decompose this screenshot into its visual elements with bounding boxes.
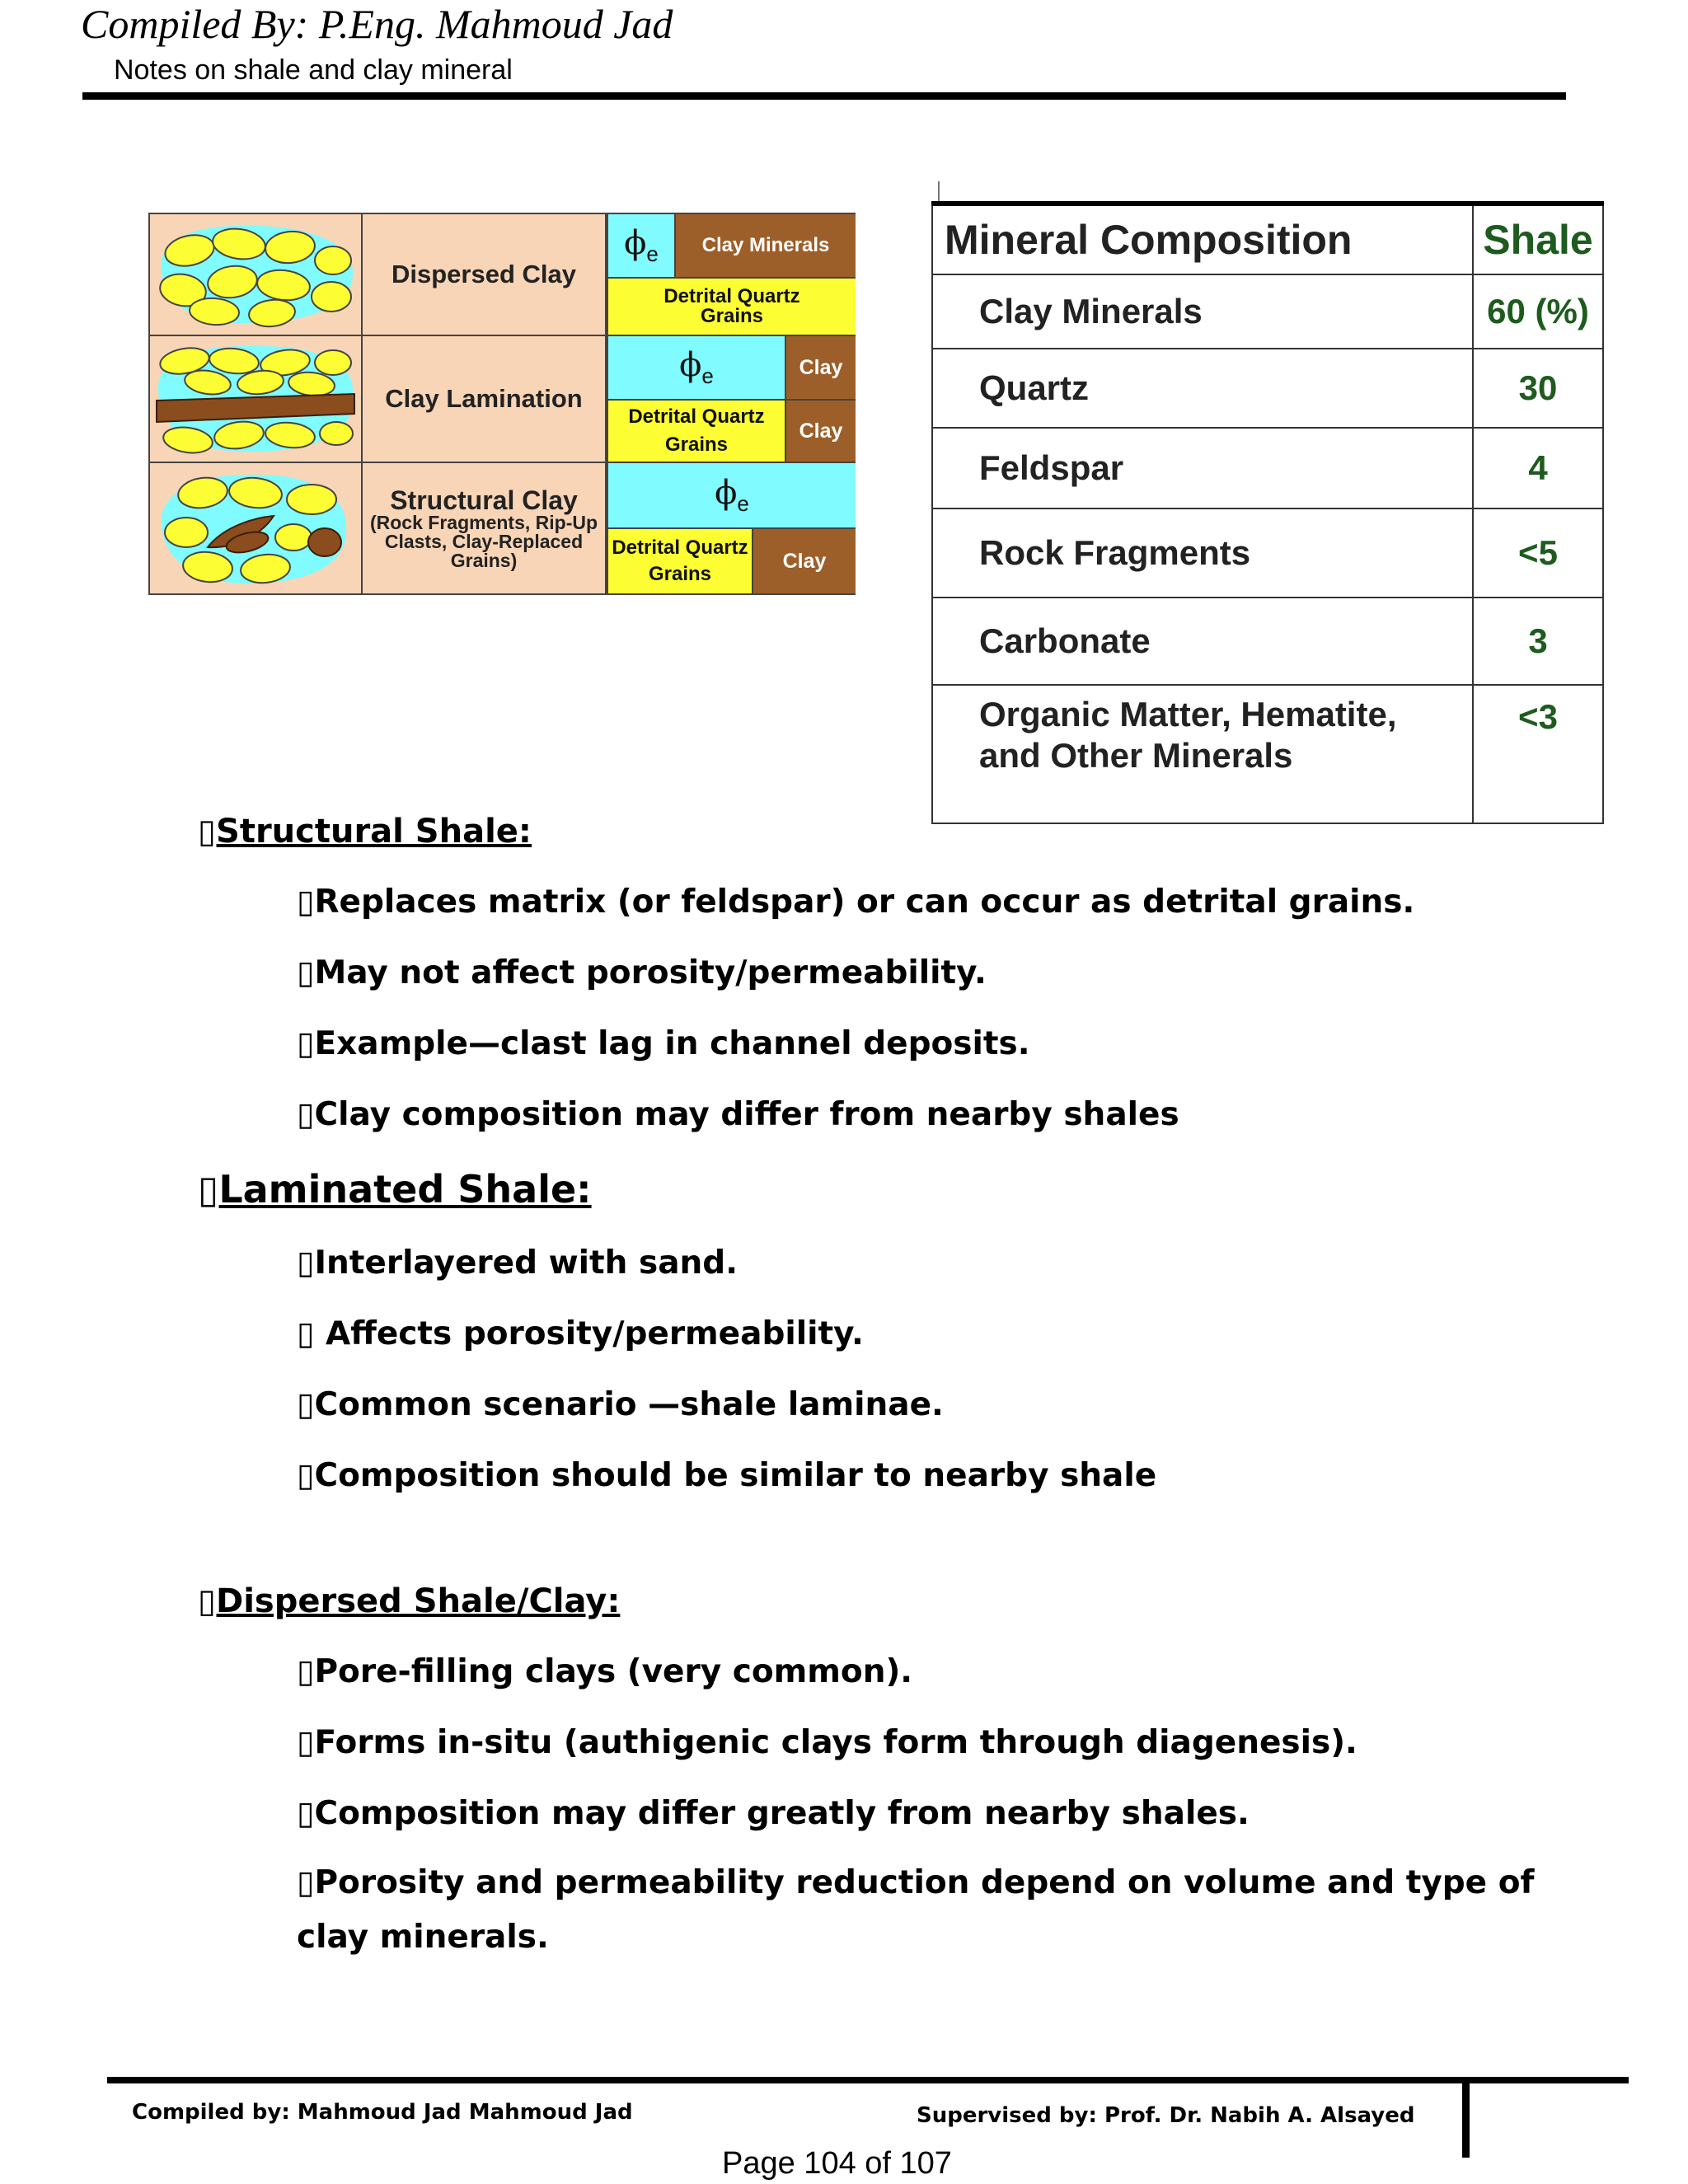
bullet-item: ▯May not affect porosity/permeability. [297, 954, 987, 991]
table-row [932, 428, 1603, 509]
column-header-shale: Shale [1473, 204, 1603, 274]
shale-distribution-diagram [148, 213, 856, 595]
bullet-item: ▯Common scenario —shale laminae. [297, 1386, 944, 1423]
diagram-row-structural [150, 463, 854, 593]
bullet-item: ▯Clay composition may differ from nearby shales [297, 1096, 1179, 1133]
bullet-item: ▯Forms in-situ (authigenic clays form through diagenesis). [297, 1724, 1357, 1761]
footer-tick [1462, 2083, 1470, 2158]
effective-porosity-cell: $\phi_e$ [607, 336, 785, 399]
bullet-item: ▯Example—clast lag in channel deposits. [297, 1025, 1030, 1062]
table-header-row [932, 204, 1603, 274]
table-row [932, 274, 1603, 349]
table-row [932, 685, 1603, 823]
clay-minerals-cell: Clay Minerals [674, 214, 856, 277]
section-heading-structural-shale: ▯Structural Shale: [198, 813, 532, 851]
mineral-name: Quartz [932, 349, 1473, 428]
structural-clay-sublabel: (Rock Fragments, Rip-Up Clasts, Clay-Replaced Grains) [369, 511, 598, 571]
mineral-name: Carbonate [932, 598, 1473, 685]
clay-lamination-label: Clay Lamination [363, 336, 607, 462]
table-row [932, 509, 1603, 598]
dispersed-clay-label: Dispersed Clay [363, 214, 607, 335]
diagram-row-dispersed [150, 214, 854, 336]
effective-porosity-cell: $\phi_e$ [607, 214, 674, 277]
mineral-value: 60 (%) [1473, 274, 1603, 349]
bullet-item: ▯Replaces matrix (or feldspar) or can occur as detrital grains. [297, 883, 1415, 921]
diagram-row-lamination [150, 336, 854, 463]
bullet-item: ▯Porosity and permeability reduction depend on volume and type of clay minerals. [297, 1864, 1535, 1956]
detrital-quartz-cell: Detrital Quartz Grains [607, 399, 785, 462]
bullet-item: ▯Composition should be similar to nearby shale [297, 1457, 1157, 1494]
mineral-value: <5 [1473, 509, 1603, 598]
footer-rule [107, 2077, 1629, 2083]
column-header-mineral: Mineral Composition [932, 204, 1473, 274]
bullet-item: ▯Pore-filling clays (very common). [297, 1653, 913, 1690]
detrital-quartz-cell: Detrital Quartz Grains [607, 527, 752, 593]
dispersed-clay-grains-illustration [150, 214, 363, 335]
structural-clay-label [363, 463, 607, 593]
mineral-name: Organic Matter, Hematite, and Other Minerals [932, 685, 1473, 823]
footer-compiled-by: Compiled by: Mahmoud Jad Mahmoud Jad [132, 2100, 633, 2125]
bullet-item: ▯Composition may differ greatly from nearby shales. [297, 1795, 1250, 1832]
mineral-value: 30 [1473, 349, 1603, 428]
bullet-item: ▯Interlayered with sand. [297, 1244, 738, 1282]
mineral-name: Feldspar [932, 428, 1473, 509]
mineral-value: 3 [1473, 598, 1603, 685]
section-heading-laminated-shale: ▯Laminated Shale: [198, 1167, 592, 1212]
effective-porosity-cell: $\phi_e$ [607, 463, 856, 527]
clay-cell-bottom: Clay [785, 399, 856, 462]
mineral-name: Rock Fragments [932, 509, 1473, 598]
mineral-composition-table [931, 201, 1604, 824]
header-subtitle: Notes on shale and clay mineral [114, 54, 513, 86]
footer-supervised-by: Supervised by: Prof. Dr. Nabih A. Alsayed [917, 2103, 1415, 2128]
section-heading-dispersed-shale: ▯Dispersed Shale/Clay: [198, 1582, 621, 1620]
header-rule [82, 92, 1566, 100]
table-row [932, 598, 1603, 685]
structural-clay-title: Structural Clay [390, 485, 578, 515]
mineral-value: <3 [1473, 685, 1603, 823]
structural-clay-grains-illustration [150, 463, 363, 593]
clay-lamination-grains-illustration [150, 336, 363, 462]
header-title: Compiled By: P.Eng. Mahmoud Jad [81, 1, 673, 47]
table-row [932, 349, 1603, 428]
detrital-quartz-cell: Detrital Quartz Grains [607, 277, 856, 335]
mineral-name: Clay Minerals [932, 274, 1473, 349]
clay-cell-top: Clay [785, 336, 856, 399]
clay-cell: Clay [752, 527, 856, 593]
page-number: Page 104 of 107 [722, 2146, 952, 2181]
mineral-value: 4 [1473, 428, 1603, 509]
bullet-item: ▯ Affects porosity/permeability. [297, 1315, 864, 1352]
